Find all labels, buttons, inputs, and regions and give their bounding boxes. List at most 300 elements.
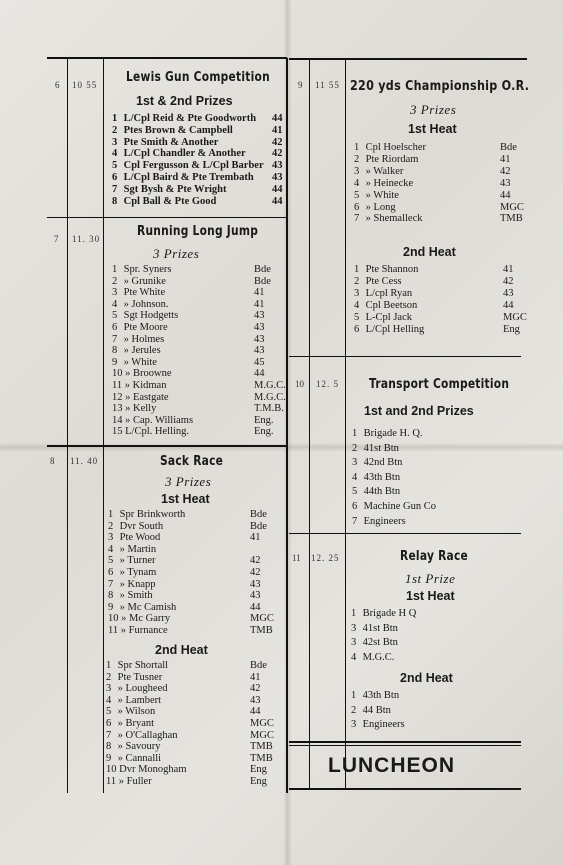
right-col-rule-a: [309, 58, 310, 788]
heat-label: 2nd Heat: [400, 671, 453, 685]
entry-number: 2: [354, 153, 360, 165]
entry-unit: 43: [250, 590, 261, 602]
entry-number: 2: [354, 275, 360, 287]
entry-unit: M.G.C.: [254, 391, 286, 403]
entry-number: 3: [108, 532, 114, 544]
entry-name: Dvr Monogham: [116, 764, 187, 776]
entry-name: Spr. Syners: [121, 264, 172, 275]
entry-name: Dvr South: [117, 520, 164, 532]
entry-number: 8: [112, 345, 118, 357]
entry-number: 1: [112, 264, 118, 275]
entry-unit: MGC: [250, 613, 274, 625]
entry-unit: 44: [272, 183, 283, 195]
list-item: [352, 486, 400, 498]
entry-unit: 42: [250, 683, 261, 695]
entry-number: 1: [354, 264, 360, 275]
list-item: [108, 521, 163, 533]
event-title: Transport Competition: [369, 377, 510, 392]
entry-name: » Cannalli: [115, 752, 162, 764]
list-item: [106, 776, 152, 788]
top-rule-right: [289, 58, 527, 60]
entry-unit: 43: [254, 345, 265, 357]
entry-number: 9: [106, 752, 112, 764]
entry-unit: MGC: [500, 201, 524, 213]
divider-event11: [289, 533, 521, 534]
entry-number: 10: [106, 764, 117, 776]
luncheon-rule-top-1: [289, 741, 521, 743]
entry-unit: Bde: [250, 520, 267, 532]
list-item: [112, 172, 254, 184]
entry-name: L/Cpl. Helling.: [122, 426, 189, 438]
entry-number: 2: [106, 671, 112, 683]
entry-name: » Broowne: [122, 368, 172, 380]
list-item: [112, 415, 193, 427]
list-item: [351, 719, 405, 731]
entry-unit: 41: [272, 124, 283, 136]
list-item: [108, 613, 170, 625]
list-item: [354, 300, 417, 312]
list-item: [106, 753, 161, 765]
list-item: [352, 428, 423, 440]
entry-unit: M.G.C.: [254, 380, 286, 391]
entry-unit: 43: [254, 310, 265, 322]
entry-unit: 42: [250, 567, 261, 578]
entry-unit: 41: [500, 153, 511, 165]
entry-number: 15: [112, 426, 123, 438]
entry-unit: 44: [272, 195, 283, 207]
entry-number: 3: [354, 165, 360, 177]
entry-number: 8: [108, 590, 114, 602]
entry-name: Machine Gun Co: [361, 501, 436, 512]
list-item: [112, 310, 178, 322]
entry-unit: 41: [250, 671, 261, 683]
entry-unit: 44: [272, 113, 283, 124]
list-item: [354, 154, 418, 166]
list-item: [351, 637, 398, 649]
list-item: [112, 357, 157, 369]
entry-name: » Shemalleck: [363, 213, 423, 225]
list-item: [112, 264, 171, 276]
entry-name: » Knapp: [117, 578, 156, 590]
entry-number: 6: [108, 567, 114, 578]
entry-number: 4: [352, 471, 358, 483]
list-item: [354, 202, 396, 214]
entry-name: » Cap. Williams: [122, 414, 194, 426]
entry-number: 1: [106, 660, 112, 671]
entry-unit: Eng: [503, 323, 520, 335]
entry-name: » Furnance: [118, 625, 168, 636]
entry-unit: 43: [500, 177, 511, 189]
event-number: 6: [55, 80, 60, 90]
event-subtitle: 1st & 2nd Prizes: [136, 94, 233, 108]
entry-unit: 41: [254, 287, 265, 299]
entry-number: 2: [351, 704, 357, 716]
event-time: 10 55: [72, 80, 98, 90]
list-item: [112, 184, 227, 196]
entry-number: 2: [352, 442, 358, 454]
event-title: Lewis Gun Competition: [126, 70, 270, 85]
entry-unit: Bde: [250, 660, 267, 671]
entry-name: » Lougheed: [115, 683, 168, 695]
entry-number: 10: [112, 368, 123, 380]
list-item: [352, 516, 406, 528]
list-item: [112, 287, 165, 299]
entry-number: 8: [112, 195, 118, 207]
entry-unit: 44: [503, 299, 514, 311]
entry-name: » Martin: [117, 543, 157, 555]
entry-name: Pte Moore: [121, 322, 168, 333]
heat-label: 2nd Heat: [155, 643, 208, 657]
entry-number: 6: [354, 323, 360, 335]
list-item: [112, 276, 166, 288]
entry-number: 9: [112, 356, 118, 368]
entry-number: 7: [352, 515, 358, 527]
left-col-rule-b: [103, 58, 104, 793]
entry-unit: MGC: [503, 311, 527, 323]
event-number: 11: [292, 553, 301, 563]
entry-name: Pte Smith & Another: [121, 136, 219, 148]
list-item: [351, 705, 391, 717]
list-item: [108, 590, 153, 602]
entry-name: » Heinecke: [363, 177, 414, 189]
event-title: Sack Race: [160, 454, 224, 469]
entry-name: Brigade H Q: [360, 608, 417, 619]
entry-number: 5: [108, 555, 114, 567]
entry-unit: MGC: [250, 718, 274, 729]
event-prizes: 1st Prize: [405, 571, 456, 586]
entry-name: 44th Btn: [361, 486, 401, 498]
list-item: [354, 190, 399, 202]
entry-name: Pte Cess: [363, 275, 402, 287]
entry-unit: Eng: [250, 776, 267, 787]
top-rule-left: [47, 57, 287, 59]
entry-name: » Kelly: [122, 403, 157, 415]
entry-name: 42st Btn: [360, 637, 398, 649]
event-title: Relay Race: [400, 549, 469, 564]
entry-unit: Eng.: [254, 414, 274, 426]
entry-name: Pte Wood: [117, 532, 161, 544]
list-item: [112, 345, 161, 357]
entry-unit: 42: [503, 275, 514, 287]
event-number: 8: [50, 456, 55, 466]
entry-name: Pte Shannon: [363, 264, 419, 275]
entry-unit: 43: [272, 160, 283, 172]
left-col-rule-a: [67, 58, 68, 793]
list-item: [106, 764, 187, 776]
entry-name: » Grunike: [121, 275, 166, 287]
list-item: [354, 276, 402, 288]
entry-name: Ptes Brown & Campbell: [121, 124, 233, 136]
entry-unit: Bde: [250, 509, 267, 520]
event-number: 10: [295, 379, 304, 389]
luncheon-rule-bottom: [289, 788, 521, 790]
entry-name: » Bryant: [115, 718, 155, 729]
entry-number: 5: [106, 706, 112, 718]
list-item: [354, 166, 403, 178]
entry-name: Cpl Beetson: [363, 299, 418, 311]
list-item: [108, 625, 168, 637]
entry-number: 8: [106, 741, 112, 753]
heat-label: 1st Heat: [161, 492, 210, 506]
entry-number: 4: [108, 543, 114, 555]
entry-unit: Bde: [254, 275, 271, 287]
entry-number: 5: [354, 311, 360, 323]
entry-number: 2: [108, 520, 114, 532]
entry-unit: 44: [500, 189, 511, 201]
entry-number: 13: [112, 403, 123, 415]
list-item: [354, 324, 424, 336]
entry-number: 1: [352, 428, 358, 439]
event-prizes: 3 Prizes: [165, 474, 212, 489]
entry-number: 1: [108, 509, 114, 520]
entry-number: 4: [351, 651, 357, 663]
list-item: [351, 608, 416, 620]
entry-name: M.G.C.: [360, 651, 395, 663]
entry-name: Cpl Fergusson & L/Cpl Barber: [121, 160, 264, 172]
entry-number: 7: [106, 729, 112, 741]
entry-number: 1: [112, 113, 118, 124]
entry-number: 3: [112, 136, 118, 148]
list-item: [106, 683, 168, 695]
list-item: [112, 368, 172, 380]
entry-unit: TMB: [250, 752, 273, 764]
entry-number: 4: [106, 694, 112, 706]
list-item: [112, 380, 166, 392]
list-item: [352, 501, 436, 513]
entry-name: 44 Btn: [360, 704, 391, 716]
list-item: [112, 299, 169, 311]
list-item: [108, 602, 176, 614]
entry-number: 4: [112, 148, 118, 160]
event-time: 12. 25: [311, 553, 340, 563]
entry-unit: 41: [254, 298, 265, 310]
entry-name: Engineers: [360, 719, 405, 731]
entry-unit: Bde: [254, 264, 271, 275]
entry-name: Spr Brinkworth: [117, 509, 186, 520]
entry-unit: 43: [272, 172, 283, 183]
entry-name: » White: [121, 356, 157, 368]
entry-number: 11: [106, 776, 117, 787]
event-time: 12. 5: [316, 379, 339, 389]
entry-number: 2: [112, 124, 118, 136]
event-time: 11. 40: [70, 456, 99, 466]
list-item: [106, 741, 161, 753]
entry-number: 4: [112, 298, 118, 310]
entry-name: » Mc Garry: [118, 613, 171, 625]
entry-number: 6: [112, 172, 118, 183]
entry-unit: Eng.: [254, 426, 274, 438]
entry-number: 1: [354, 142, 360, 153]
list-item: [112, 322, 168, 334]
list-item: [108, 555, 156, 567]
list-item: [351, 652, 394, 664]
event-time: 11 55: [315, 80, 340, 90]
entry-unit: 42: [500, 165, 511, 177]
entry-number: 4: [354, 299, 360, 311]
event-time: 11. 30: [72, 234, 101, 244]
luncheon-rule-top-2: [289, 745, 521, 746]
list-item: [112, 392, 169, 404]
entry-unit: 44: [254, 368, 265, 380]
list-item: [112, 196, 216, 208]
entry-name: » Mc Camish: [117, 601, 177, 613]
entry-name: L/Cpl Helling: [363, 323, 425, 335]
entry-number: 12: [112, 391, 123, 403]
entry-number: 7: [108, 578, 114, 590]
entry-unit: 43: [254, 333, 265, 345]
entry-name: 43th Btn: [361, 471, 401, 483]
entry-number: 7: [112, 333, 118, 345]
entry-name: » Savoury: [115, 741, 161, 753]
entry-number: 4: [354, 177, 360, 189]
list-item: [106, 706, 155, 718]
entry-number: 5: [112, 310, 118, 322]
list-item: [354, 312, 412, 324]
entry-name: Cpl Ball & Pte Good: [121, 195, 217, 207]
entry-number: 3: [352, 457, 358, 469]
entry-unit: 42: [250, 555, 261, 567]
entry-name: » White: [363, 189, 399, 201]
entry-name: » Walker: [363, 165, 404, 177]
list-item: [108, 567, 156, 579]
entry-name: Sgt Bysh & Pte Wright: [121, 183, 227, 195]
divider-event10: [289, 356, 521, 357]
entry-name: Pte Riordam: [363, 153, 419, 165]
entry-number: 3: [351, 637, 357, 649]
entry-number: 3: [351, 622, 357, 634]
heat-label: 1st Heat: [408, 122, 457, 136]
entry-unit: Eng: [250, 764, 267, 776]
event-title: Running Long Jump: [137, 224, 259, 239]
entry-unit: 44: [250, 601, 261, 613]
entry-name: Sgt Hodgetts: [121, 310, 179, 322]
list-item: [106, 718, 154, 730]
entry-number: 6: [354, 201, 360, 213]
entry-number: 3: [106, 683, 112, 695]
entry-number: 11: [108, 625, 119, 636]
entry-number: 7: [112, 183, 118, 195]
list-item: [351, 690, 399, 702]
entry-name: » Long: [363, 201, 396, 213]
entry-number: 14: [112, 414, 123, 426]
list-item: [354, 142, 426, 154]
entry-name: L/Cpl Reid & Pte Goodworth: [121, 113, 257, 124]
event-prizes: 3 Prizes: [153, 246, 200, 261]
list-item: [112, 160, 264, 172]
entry-name: 41st Btn: [360, 622, 398, 634]
right-col-rule-b: [345, 58, 346, 788]
heat-label: 1st Heat: [406, 589, 455, 603]
entry-number: 3: [354, 287, 360, 299]
event-subtitle: 1st and 2nd Prizes: [364, 404, 474, 418]
center-divider: [286, 58, 288, 793]
entry-unit: 42: [272, 136, 283, 148]
entry-name: » O'Callaghan: [115, 729, 178, 741]
entry-unit: 44: [250, 706, 261, 718]
entry-unit: 41: [250, 532, 261, 544]
divider-event8: [47, 445, 287, 447]
entry-name: » Tynam: [117, 567, 157, 578]
entry-unit: 43: [503, 287, 514, 299]
list-item: [112, 125, 233, 137]
entry-name: Pte Tusner: [115, 671, 163, 683]
entry-name: » Turner: [117, 555, 156, 567]
entry-unit: TMB: [250, 741, 273, 753]
entry-name: Engineers: [361, 515, 406, 527]
list-item: [106, 672, 162, 684]
entry-unit: TMB: [250, 625, 273, 636]
entry-unit: MGC: [250, 729, 274, 741]
entry-name: » Smith: [117, 590, 153, 602]
list-item: [354, 178, 413, 190]
entry-name: L/Cpl Baird & Pte Trembath: [121, 172, 254, 183]
entry-number: 5: [354, 189, 360, 201]
list-item: [108, 579, 156, 591]
entry-number: 3: [112, 287, 118, 299]
entry-number: 6: [106, 718, 112, 729]
list-item: [108, 509, 185, 521]
list-item: [108, 544, 156, 556]
entry-name: Cpl Hoelscher: [363, 142, 426, 153]
entry-number: 6: [352, 501, 358, 512]
entry-unit: T.M.B.: [254, 403, 284, 415]
entry-number: 9: [108, 601, 114, 613]
entry-name: 42nd Btn: [361, 457, 403, 469]
list-item: [351, 623, 398, 635]
entry-number: 1: [351, 608, 357, 619]
entry-number: 5: [112, 160, 118, 172]
entry-number: 6: [112, 322, 118, 333]
list-item: [112, 426, 189, 438]
list-item: [106, 730, 178, 742]
event-prizes: 3 Prizes: [410, 102, 457, 117]
entry-name: » Johnson.: [121, 298, 169, 310]
list-item: [354, 264, 418, 276]
divider-event7: [47, 217, 287, 218]
entry-unit: TMB: [500, 213, 523, 225]
entry-name: 43th Btn: [360, 690, 400, 701]
list-item: [112, 334, 164, 346]
entry-unit: 42: [272, 148, 283, 160]
entry-unit: 43: [254, 322, 265, 333]
list-item: [352, 443, 399, 455]
list-item: [354, 288, 412, 300]
list-item: [108, 532, 160, 544]
entry-name: Spr Shortall: [115, 660, 169, 671]
entry-name: 41st Btn: [361, 442, 399, 454]
list-item: [106, 695, 161, 707]
entry-unit: 45: [254, 356, 265, 368]
entry-name: Brigade H. Q.: [361, 428, 423, 439]
entry-name: » Kidman: [122, 380, 167, 391]
event-number: 9: [298, 80, 303, 90]
list-item: [352, 457, 402, 469]
entry-name: » Fuller: [116, 776, 152, 787]
list-item: [112, 403, 156, 415]
entry-unit: Bde: [500, 142, 517, 153]
entry-number: 11: [112, 380, 123, 391]
entry-number: 2: [112, 275, 118, 287]
entry-number: 5: [352, 486, 358, 498]
entry-name: » Lambert: [115, 694, 162, 706]
entry-unit: 43: [250, 694, 261, 706]
entry-name: » Jerules: [121, 345, 161, 357]
list-item: [112, 148, 246, 160]
luncheon-heading: LUNCHEON: [328, 754, 455, 777]
list-item: [112, 137, 218, 149]
list-item: [352, 472, 400, 484]
entry-unit: 43: [250, 578, 261, 590]
